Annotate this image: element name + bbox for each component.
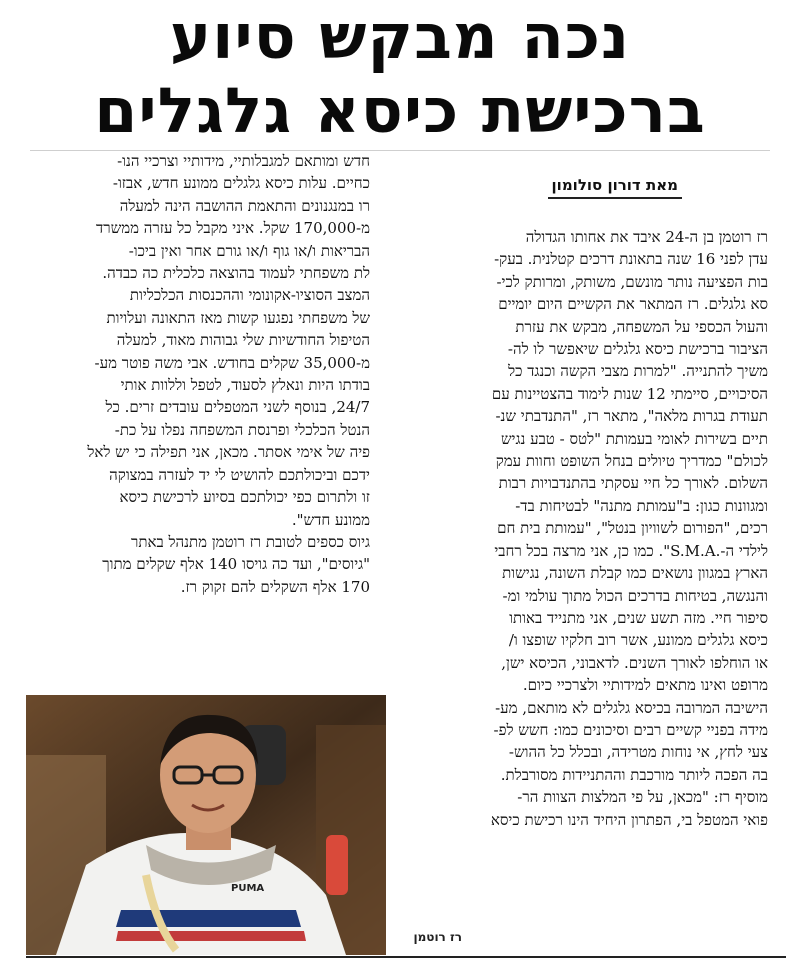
headline-line-1: נכה מבקש סיוע: [169, 0, 631, 73]
article-column-right: רז רוטמן בן ה-24 איבד את אחותו הגדולה עדן לפני 16 שנה בתאונת דרכים קטלנית. בעק- בות הפציעה נותר מונשם, משותק, ומרותק לכי- סא גלגלים. רז המתאר את הקשיים היום יומיים והעול הכספי על המשפחה, מבקש את עזרת הציבור ברכישת כיסא גלגלים שיאפשר לו לה- משיך להתנייה. "למרות מצבי הקשה וכנגד כל הסיכויים, סיימתי 12 שנות לימוד בהצטיינות עם תעודת בגרות מלאה", מתאר רז, "התנדבתי שנ- תיים בשירות לאומי בעמותת "לטס - טבע נגיש לכולם" כמדריך טיולים בנחל השופט וחוות עמק השלום. לאורך כל חיי עסקתי בהתנדבויות רבות ומגוונות כגון: ב"עמותת מתנה" לבטיחות בד- רכים, "הפורום לשוויון בנטל", "עמותת בית חם לילדי ה-.S.M.A". כמו כן, אני מרצה בכל רחבי הארץ במגוון נושאים כמו קבלת השונה, נגישות והנגשה, בטיחות בדרכים הכול מתוך עולמי ומ- סיפור חיי. מזה תשע שנים, אני מתנייד באותו כיסא גלגלים ממונע, אשר רוב חלקיו שופצו ו/ או הוחלפו לאורך השנים. לדאבוני, הכיסא ישן, מרופט ואינו מתאים למידותיי ולצרכיי כיום. הישיבה המרובה בכיסא גלגלים לא מותאם, מע- מידה בפניי קשיים רבים וסיכונים כמו: חשש לפ- צעי לחץ, אי נוחות מטרידה, ובכלל כל ההוש- בה הפכה ליותר מורכבת וההתניידות מסורבלת. מוסיף רז: "מכאן, על פי המלצות הצוות הר- פואי המטפל בי, הפתרון היחיד הינו רכישת כיסא: [490, 228, 768, 829]
headline: [20, 0, 780, 148]
headline-line-2: ברכישת כיסא גלגלים: [94, 74, 706, 147]
article-photo: [26, 695, 386, 955]
sweater-brand-text: PUMA: [231, 883, 265, 894]
photo-caption: רז רוטמן: [413, 930, 462, 944]
person-in-wheelchair-illustration: [26, 695, 386, 955]
byline: מאת דורון סולומון: [548, 176, 682, 199]
article-column-left: חדש ומותאם למגבלותיי, מידותיי וצרכיי הנו- כחיים. עלות כיסא גלגלים ממונע חדש, אבזו- רו במנגנונים והתאמת ההושבה הינה למעלה מ-170,000 שקל. איני מקבל כל עזרה ממשרד הבריאות ו/או גוף ו/או גורם אחר ואין ביכו- לת משפחתי לעמוד בהוצאה כלכלית כה כבדה. המצב הסוציו-אקונומי וההכנסות הכלכליות של משפחתי נפגעו קשות מאז התאונה ועלויות הטיפול החודשיות שלי גבוהות מאוד, למעלה מ-35,000 שקלים בחודש. אבי משה פוטר מע- בודתו היות ונאלץ לסעוד, לטפל וללוות אותי 24/7, בנוסף לשני המטפלים עובדים זרים. כל הנטל הכלכלי ופרנסת המשפחה נפלו על כת- פיה של אימי אסתר. מכאן, אני תפילה כי יש לאל ידכם וביכולתכם להושיט לי יד לעזרה במצוקה זו ולתרום כפי יכולתכם בסיוע לרכישת כיסא ממונע חדש". גיוס כספים לטובת רז רוטמן מתנהל באתר "גיוסים", ועד כה גויסו 140 אלף שקלים מתוך 170 אלף השקלים להם זקוק רז.: [87, 152, 370, 596]
bottom-divider: [26, 956, 786, 958]
